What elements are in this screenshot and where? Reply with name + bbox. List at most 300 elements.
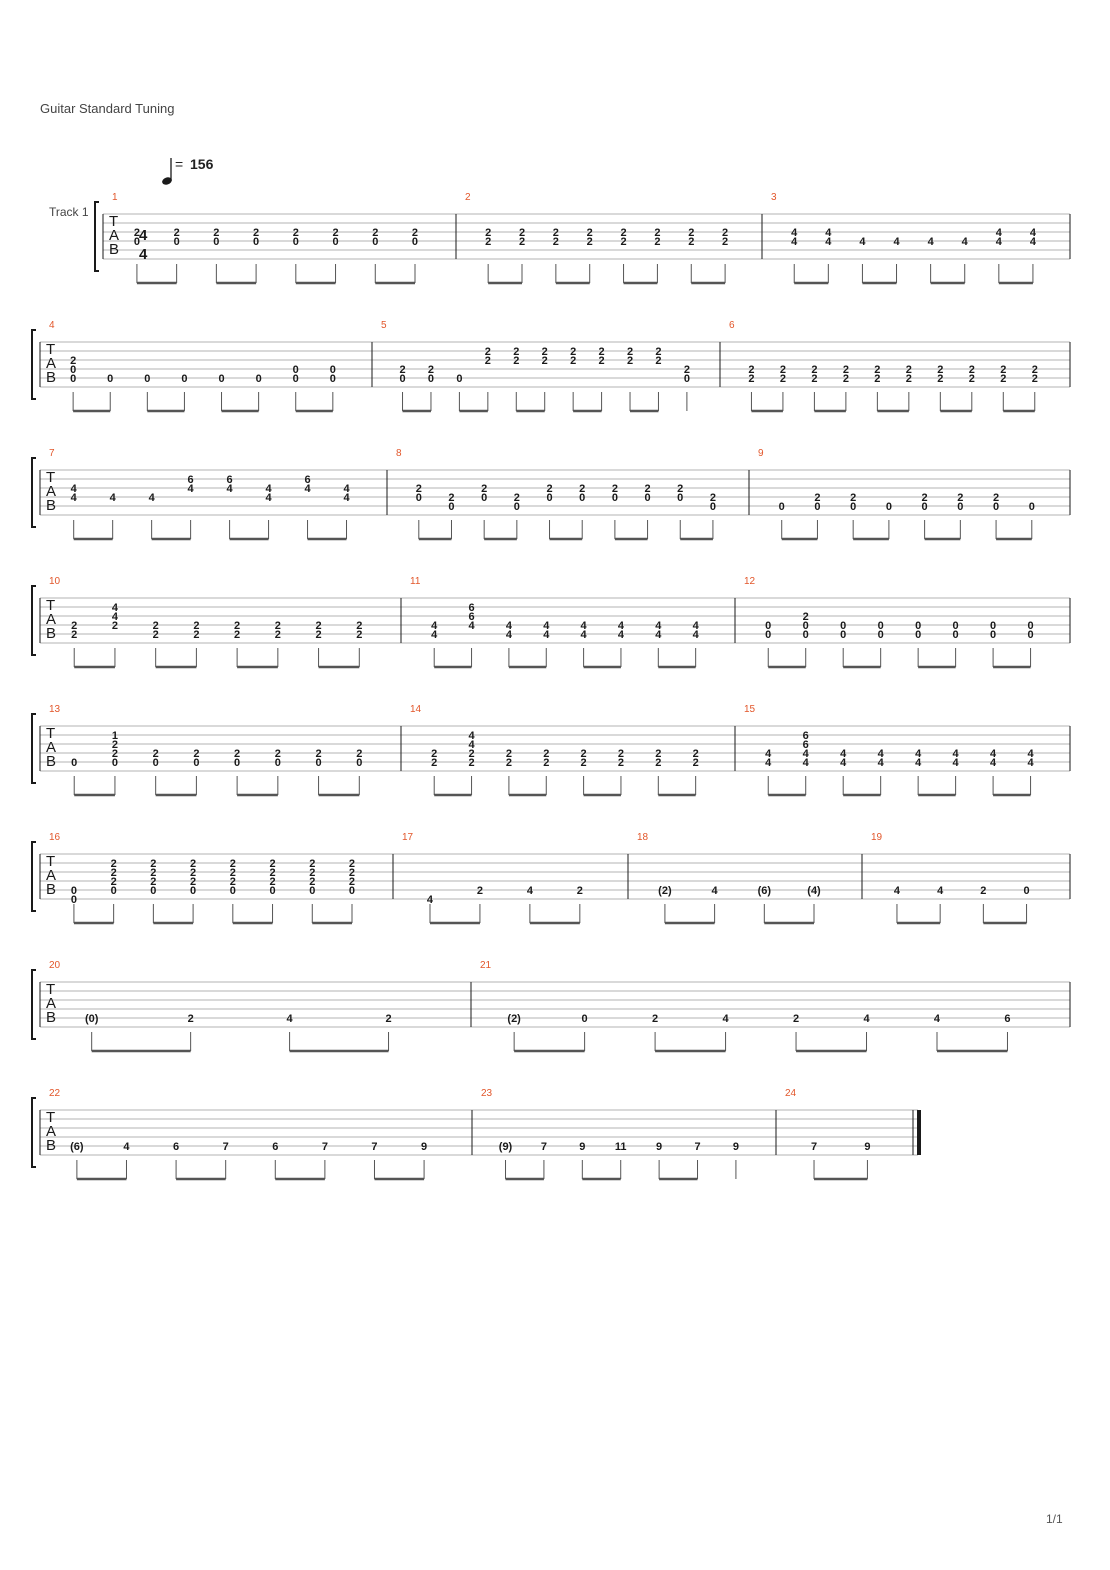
tab-clef-letter: B <box>46 625 57 642</box>
fret-number: 6 <box>226 474 233 486</box>
fret-number: 2 <box>415 483 422 495</box>
measure-number: 6 <box>729 320 735 331</box>
fret-number: 0 <box>481 492 488 504</box>
tab-clef-letter: T <box>46 1109 56 1126</box>
measure-number: 9 <box>758 448 764 459</box>
fret-number: 0 <box>802 620 809 632</box>
fret-number: 4 <box>711 885 718 897</box>
track-name: Track 1 <box>49 205 89 219</box>
tab-system <box>32 960 1070 1051</box>
fret-number: 4 <box>580 620 587 632</box>
fret-number: 4 <box>1027 757 1034 769</box>
fret-number: 0 <box>152 757 159 769</box>
fret-number: 0 <box>957 501 964 513</box>
fret-number: 2 <box>190 867 197 879</box>
fret-number: 4 <box>123 1141 130 1153</box>
system-bracket <box>32 1098 36 1167</box>
fret-number: 4 <box>791 227 798 239</box>
fret-number: 0 <box>840 629 847 641</box>
fret-number: 0 <box>765 620 772 632</box>
fret-number: 0 <box>110 885 117 897</box>
fret-number: (2) <box>507 1013 521 1025</box>
fret-number: 0 <box>111 757 119 769</box>
fret-number: 2 <box>937 373 944 385</box>
fret-number: 1 <box>111 730 119 742</box>
tab-system <box>95 192 1070 283</box>
fret-number: 2 <box>332 227 339 239</box>
fret-number: 2 <box>427 364 435 376</box>
system-bracket <box>32 458 36 527</box>
fret-number: 0 <box>255 373 262 385</box>
fret-number: 2 <box>150 858 157 870</box>
measure-number: 19 <box>871 832 883 843</box>
fret-number: 2 <box>399 364 406 376</box>
fret-number: 2 <box>485 227 492 239</box>
tab-clef-letter: A <box>46 867 57 884</box>
fret-number: 0 <box>915 629 922 641</box>
fret-number: 2 <box>1031 373 1038 385</box>
fret-number: 2 <box>779 364 786 376</box>
fret-number: 4 <box>937 885 944 897</box>
fret-number: 2 <box>688 227 695 239</box>
fret-number: 2 <box>654 236 661 248</box>
fret-number: 0 <box>133 236 140 248</box>
fret-number: 4 <box>877 757 884 769</box>
fret-number: 6 <box>272 1141 279 1153</box>
fret-number: 2 <box>356 620 363 632</box>
fret-number: 0 <box>581 1013 588 1025</box>
fret-number: 0 <box>229 885 236 897</box>
fret-number: 2 <box>356 748 363 760</box>
measure-number: 3 <box>771 192 777 203</box>
fret-number: 0 <box>144 373 151 385</box>
fret-number: 2 <box>644 483 651 495</box>
fret-number: 4 <box>109 492 116 504</box>
fret-number: 2 <box>348 876 356 888</box>
measure-number: 1 <box>112 192 118 203</box>
fret-number: 2 <box>518 227 526 239</box>
fret-number: 4 <box>431 629 438 641</box>
fret-number: 2 <box>748 364 755 376</box>
fret-number: 2 <box>611 483 618 495</box>
fret-number: 2 <box>481 483 488 495</box>
fret-number: 0 <box>885 501 892 513</box>
fret-number: 0 <box>213 236 220 248</box>
fret-number: 0 <box>915 620 922 632</box>
fret-number: 2 <box>580 748 587 760</box>
fret-number: 4 <box>468 730 475 742</box>
time-signature-bottom: 4 <box>139 246 148 263</box>
fret-number: 0 <box>70 364 77 376</box>
fret-number: 0 <box>329 373 336 385</box>
fret-number: 4 <box>543 620 550 632</box>
tab-clef-letter: T <box>46 853 56 870</box>
fret-number: 2 <box>71 629 78 641</box>
fret-number: 0 <box>814 501 821 513</box>
fret-number: 4 <box>148 492 155 504</box>
fret-number: 0 <box>1028 501 1035 513</box>
fret-number: 0 <box>579 492 586 504</box>
fret-number: 0 <box>348 885 356 897</box>
fret-number: 0 <box>513 501 520 513</box>
fret-number: 2 <box>411 227 419 239</box>
tab-clef-letter: B <box>46 1009 57 1026</box>
fret-number: 2 <box>234 629 241 641</box>
fret-number: 2 <box>505 748 512 760</box>
tab-clef-letter: T <box>46 341 56 358</box>
fret-number: 2 <box>269 858 276 870</box>
fret-number: 0 <box>993 501 1000 513</box>
fret-number: 2 <box>476 885 483 897</box>
measure-number: 7 <box>49 448 55 459</box>
fret-number: 0 <box>644 492 651 504</box>
fret-number: 4 <box>952 748 959 760</box>
fret-number: 0 <box>802 629 809 641</box>
fret-number: 4 <box>111 602 119 614</box>
tab-clef-letter: A <box>46 611 57 628</box>
fret-number: 0 <box>677 492 684 504</box>
fret-number: 9 <box>864 1141 871 1153</box>
fret-number: 2 <box>234 748 241 760</box>
fret-number: 2 <box>70 355 77 367</box>
tempo-equals: = <box>175 156 184 172</box>
fret-number: 9 <box>656 1141 663 1153</box>
tab-clef-letter: B <box>46 369 57 386</box>
fret-number: 2 <box>576 885 583 897</box>
fret-number: 2 <box>586 236 593 248</box>
fret-number: 2 <box>1000 373 1007 385</box>
fret-number: 2 <box>626 355 634 367</box>
fret-number: 2 <box>513 492 520 504</box>
fret-number: 2 <box>779 373 786 385</box>
fret-number: 2 <box>570 346 577 358</box>
fret-number: 0 <box>181 373 188 385</box>
fret-number: 2 <box>518 236 526 248</box>
fret-number: 2 <box>655 355 662 367</box>
fret-number: 4 <box>952 757 959 769</box>
measure-number: 17 <box>402 832 414 843</box>
fret-number: 2 <box>505 757 512 769</box>
fret-number: 0 <box>218 373 225 385</box>
fret-number: 2 <box>552 236 559 248</box>
fret-number: 2 <box>654 227 661 239</box>
fret-number: 2 <box>541 355 548 367</box>
measure-number: 20 <box>49 960 61 971</box>
fret-number: 2 <box>811 364 818 376</box>
fret-number: 2 <box>802 611 809 623</box>
fret-number: 4 <box>468 620 475 632</box>
measure-number: 13 <box>49 704 61 715</box>
fret-number: 2 <box>513 355 520 367</box>
fret-number: 0 <box>150 885 157 897</box>
fret-number: 11 <box>614 1141 627 1153</box>
fret-number: 2 <box>274 629 281 641</box>
fret-number: 0 <box>921 501 928 513</box>
fret-number: 2 <box>543 748 550 760</box>
fret-number: 0 <box>292 236 299 248</box>
fret-number: 4 <box>70 492 77 504</box>
fret-number: 2 <box>655 346 662 358</box>
fret-number: 4 <box>1027 748 1034 760</box>
fret-number: 2 <box>683 364 690 376</box>
fret-number: 2 <box>431 748 438 760</box>
fret-number: 4 <box>187 483 194 495</box>
fret-number: 2 <box>748 373 755 385</box>
fret-number: 2 <box>274 748 281 760</box>
measure-number: 5 <box>381 320 387 331</box>
fret-number: 0 <box>399 373 406 385</box>
fret-number: 2 <box>150 876 157 888</box>
fret-number: 2 <box>543 757 550 769</box>
fret-number: 2 <box>348 858 356 870</box>
fret-number: 0 <box>329 364 336 376</box>
measure-number: 18 <box>637 832 649 843</box>
fret-number: 0 <box>70 885 77 897</box>
fret-number: 0 <box>253 236 260 248</box>
fret-number: 2 <box>905 364 912 376</box>
fret-number: 2 <box>193 629 200 641</box>
fret-number: 0 <box>877 620 884 632</box>
fret-number: 0 <box>173 236 180 248</box>
fret-number: 4 <box>840 757 847 769</box>
fret-number: 2 <box>229 876 236 888</box>
fret-number: 2 <box>133 227 140 239</box>
fret-number: 2 <box>792 1013 800 1025</box>
fret-number: 2 <box>269 876 276 888</box>
fret-number: 4 <box>505 620 512 632</box>
fret-number: 2 <box>842 373 849 385</box>
fret-number: 4 <box>859 236 866 248</box>
fret-number: 6 <box>187 474 194 486</box>
fret-number: 2 <box>431 757 438 769</box>
fret-number: 2 <box>579 483 586 495</box>
measure-number: 8 <box>396 448 402 459</box>
fret-number: 2 <box>173 227 180 239</box>
fret-number: 2 <box>722 227 729 239</box>
tempo-value: 156 <box>190 156 214 172</box>
fret-number: 0 <box>292 373 299 385</box>
fret-number: 0 <box>309 885 316 897</box>
fret-number: 4 <box>990 748 997 760</box>
fret-number: 9 <box>421 1141 428 1153</box>
fret-number: 0 <box>990 629 997 641</box>
fret-number: 2 <box>356 629 363 641</box>
system-bracket <box>32 714 36 783</box>
fret-number: 4 <box>655 620 662 632</box>
measure-number: 22 <box>49 1088 61 1099</box>
fret-number: 2 <box>253 227 260 239</box>
fret-number: 2 <box>814 492 821 504</box>
fret-number: 2 <box>993 492 1000 504</box>
fret-number: 2 <box>269 867 276 879</box>
fret-number: 6 <box>468 611 475 623</box>
fret-number: 2 <box>190 876 197 888</box>
fret-number: 2 <box>968 373 975 385</box>
fret-number: 2 <box>485 236 492 248</box>
fret-number: 2 <box>150 867 157 879</box>
fret-number: 4 <box>655 629 662 641</box>
fret-number: 0 <box>765 629 772 641</box>
fret-number: 4 <box>526 885 533 897</box>
fret-number: 4 <box>893 236 900 248</box>
fret-number: 4 <box>765 757 772 769</box>
tab-clef-letter: T <box>46 597 56 614</box>
fret-number: 0 <box>1027 629 1034 641</box>
fret-number: 2 <box>692 757 699 769</box>
measure-number: 10 <box>49 576 61 587</box>
fret-number: 2 <box>348 867 356 879</box>
tab-system <box>32 448 1070 539</box>
fret-number: 4 <box>265 483 272 495</box>
fret-number: 4 <box>802 748 809 760</box>
tab-clef-letter: T <box>46 469 56 486</box>
measure-number: 14 <box>410 704 422 715</box>
fret-number: 0 <box>990 620 997 632</box>
fret-number: 0 <box>415 492 422 504</box>
fret-number: 2 <box>1031 364 1038 376</box>
fret-number: 2 <box>187 1013 194 1025</box>
measure-number: 24 <box>785 1088 797 1099</box>
fret-number: 9 <box>732 1141 739 1153</box>
fret-number: 2 <box>570 355 577 367</box>
fret-number: 2 <box>620 227 627 239</box>
fret-number: 2 <box>274 620 281 632</box>
measure-number: 2 <box>465 192 471 203</box>
fret-number: 4 <box>692 629 699 641</box>
fret-number: 2 <box>309 876 316 888</box>
fret-number: 2 <box>655 757 662 769</box>
fret-number: 4 <box>765 748 772 760</box>
fret-number: 0 <box>315 757 322 769</box>
fret-number: 2 <box>546 483 553 495</box>
fret-number: 4 <box>426 894 434 906</box>
fret-number: 2 <box>850 492 857 504</box>
fret-number: 0 <box>356 757 363 769</box>
fret-number: 0 <box>1023 885 1030 897</box>
fret-number: 4 <box>505 629 512 641</box>
fret-number: 2 <box>234 620 241 632</box>
measure-number: 23 <box>481 1088 493 1099</box>
fret-number: 2 <box>811 373 818 385</box>
fret-number: 4 <box>543 629 550 641</box>
fret-number: 0 <box>269 885 276 897</box>
fret-number: 2 <box>688 236 695 248</box>
fret-number: 0 <box>448 501 455 513</box>
fret-number: 4 <box>825 236 832 248</box>
fret-number: 6 <box>173 1141 180 1153</box>
fret-number: 4 <box>990 757 997 769</box>
fret-number: 0 <box>292 364 299 376</box>
fret-number: 4 <box>1029 227 1036 239</box>
fret-number: 2 <box>190 858 197 870</box>
fret-number: 2 <box>598 346 605 358</box>
fret-number: 2 <box>484 355 491 367</box>
fret-number: 0 <box>70 373 77 385</box>
fret-number: 4 <box>617 629 625 641</box>
fret-number: 0 <box>850 501 857 513</box>
system-bracket <box>32 586 36 655</box>
fret-number: 2 <box>842 364 849 376</box>
tab-clef-letter: T <box>109 213 119 230</box>
fret-number: 4 <box>877 748 884 760</box>
fret-number: 0 <box>332 236 339 248</box>
tab-clef-letter: T <box>46 725 56 742</box>
fret-number: 2 <box>586 227 593 239</box>
fret-number: 0 <box>427 373 435 385</box>
fret-number: 2 <box>513 346 520 358</box>
fret-number: 4 <box>863 1013 870 1025</box>
fret-number: 4 <box>840 748 847 760</box>
fret-number: 7 <box>222 1141 229 1153</box>
fret-number: 0 <box>778 501 785 513</box>
fret-number: 0 <box>372 236 379 248</box>
fret-number: 4 <box>692 620 699 632</box>
fret-number: 2 <box>874 364 881 376</box>
fret-number: 0 <box>611 492 618 504</box>
fret-number: 2 <box>110 858 117 870</box>
tab-clef-letter: A <box>46 995 57 1012</box>
fret-number: 2 <box>968 364 975 376</box>
fret-number: 2 <box>448 492 455 504</box>
fret-number: 2 <box>580 757 587 769</box>
fret-number: 2 <box>111 739 119 751</box>
fret-number: 2 <box>937 364 944 376</box>
fret-number: 4 <box>304 483 311 495</box>
fret-number: 0 <box>411 236 419 248</box>
tab-clef-letter: B <box>46 1137 57 1154</box>
fret-number: 0 <box>107 373 114 385</box>
fret-number: 2 <box>957 492 964 504</box>
fret-number: 4 <box>70 483 77 495</box>
fret-number: 6 <box>468 602 475 614</box>
system-bracket <box>32 970 36 1039</box>
fret-number: 9 <box>579 1141 586 1153</box>
tab-clef-letter: A <box>46 739 57 756</box>
fret-number: 0 <box>840 620 847 632</box>
tab-clef-letter: B <box>109 241 120 258</box>
fret-number: 4 <box>468 739 475 751</box>
fret-number: 4 <box>617 620 625 632</box>
fret-number: 4 <box>927 236 934 248</box>
fret-number: 2 <box>617 748 625 760</box>
fret-number: 4 <box>343 483 350 495</box>
fret-number: 2 <box>677 483 684 495</box>
fret-number: 2 <box>229 867 236 879</box>
fret-number: 4 <box>343 492 350 504</box>
tab-clef-letter: A <box>109 227 120 244</box>
fret-number: 2 <box>626 346 634 358</box>
fret-number: 2 <box>552 227 559 239</box>
tab-system <box>32 576 1070 667</box>
tab-clef-letter: A <box>46 1123 57 1140</box>
fret-number: 2 <box>309 858 316 870</box>
fret-number: (4) <box>807 885 821 897</box>
fret-number: 7 <box>694 1141 701 1153</box>
fret-number: 2 <box>652 1013 659 1025</box>
fret-number: 2 <box>905 373 912 385</box>
fret-number: 2 <box>722 236 729 248</box>
fret-number: 6 <box>304 474 311 486</box>
fret-number: 2 <box>71 620 78 632</box>
fret-number: 6 <box>802 739 809 751</box>
fret-number: 0 <box>877 629 884 641</box>
measure-number: 4 <box>49 320 55 331</box>
fret-number: 2 <box>309 867 316 879</box>
fret-number: 7 <box>810 1141 818 1153</box>
fret-number: 4 <box>226 483 233 495</box>
measure-number: 12 <box>744 576 756 587</box>
fret-number: 2 <box>598 355 605 367</box>
